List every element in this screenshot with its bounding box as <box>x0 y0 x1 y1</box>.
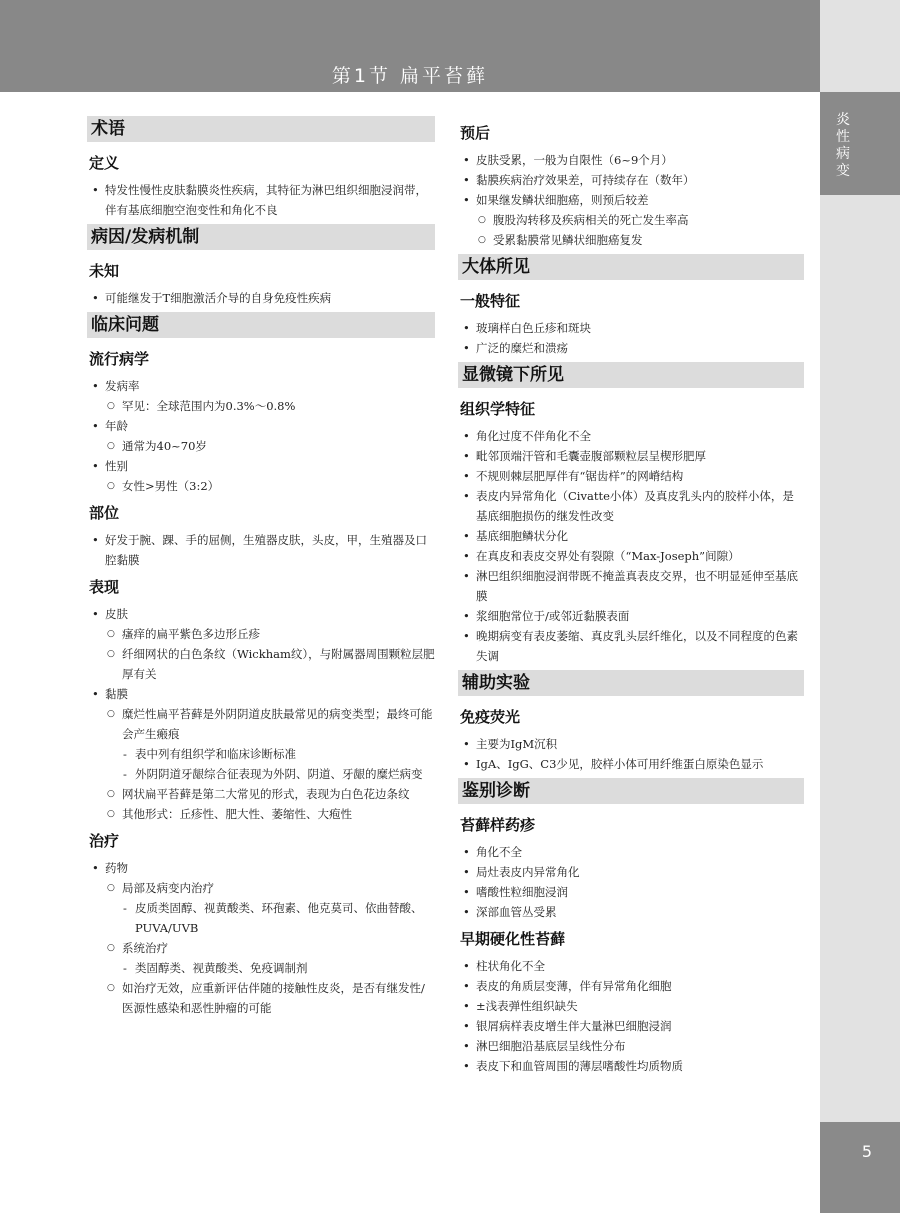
list-item: ○ 纤细网状的白色条纹（Wickham纹），与附属器周围颗粒层肥厚有关 <box>87 644 435 684</box>
bullet-list <box>458 150 804 250</box>
list-item: • 柱状角化不全 <box>458 956 804 976</box>
subsection-heading: 治疗 <box>89 832 120 850</box>
list-item: ○ 局部及病变内治疗 <box>87 878 435 898</box>
left-column <box>87 116 435 1022</box>
subsection-heading: 流行病学 <box>89 350 150 368</box>
list-item: • 毗邻顶端汗管和毛囊壶腹部颗粒层呈楔形肥厚 <box>458 446 804 466</box>
section-tab-label: 炎性病变 <box>836 112 850 179</box>
chapter-header <box>0 0 820 92</box>
list-item: • 浆细胞常位于/或邻近黏膜表面 <box>458 606 804 626</box>
list-item: - 类固醇类、视黄酸类、免疫调制剂 <box>87 958 435 978</box>
list-item: • 年龄 <box>87 416 435 436</box>
subsection-heading: 早期硬化性苔藓 <box>460 930 566 948</box>
list-item: • 表皮的角质层变薄，伴有异常角化细胞 <box>458 976 804 996</box>
section-title: 病因/发病机制 <box>87 224 435 250</box>
list-item: • 如果继发鳞状细胞癌，则预后较差 <box>458 190 804 210</box>
list-item: - 外阴阴道牙龈综合征表现为外阴、阴道、牙龈的糜烂病变 <box>87 764 435 784</box>
subsection-heading: 免疫荧光 <box>460 708 521 726</box>
list-item: ○ 腹股沟转移及疾病相关的死亡发生率高 <box>458 210 804 230</box>
list-item: • 银屑病样表皮增生伴大量淋巴细胞浸润 <box>458 1016 804 1036</box>
subsection-heading: 部位 <box>89 504 120 522</box>
list-item: • 主要为IgM沉积 <box>458 734 804 754</box>
list-item: ○ 糜烂性扁平苔藓是外阴阴道皮肤最常见的病变类型；最终可能会产生瘢痕 <box>87 704 435 744</box>
bullet-list <box>87 376 435 496</box>
list-item: • 性别 <box>87 456 435 476</box>
list-item: ○ 如治疗无效，应重新评估伴随的接触性皮炎，是否有继发性/医源性感染和恶性肿瘤的可能 <box>87 978 435 1018</box>
list-item: ○ 网状扁平苔藓是第二大常见的形式，表现为白色花边条纹 <box>87 784 435 804</box>
subsection-heading: 预后 <box>460 124 491 142</box>
list-item: ○ 罕见：全球范围内为0.3%～0.8% <box>87 396 435 416</box>
list-item: • 好发于腕、踝、手的屈侧，生殖器皮肤，头皮，甲，生殖器及口腔黏膜 <box>87 530 435 570</box>
section-tab <box>820 92 900 195</box>
section-title: 临床问题 <box>87 312 435 338</box>
bullet-list <box>458 842 804 922</box>
section-title: 辅助实验 <box>458 670 804 696</box>
list-item: ○ 受累黏膜常见鳞状细胞癌复发 <box>458 230 804 250</box>
list-item: • 皮肤受累，一般为自限性（6~9个月） <box>458 150 804 170</box>
list-item: • 黏膜 <box>87 684 435 704</box>
list-item: • 发病率 <box>87 376 435 396</box>
list-item: • IgA、IgG、C3少见，胶样小体可用纤维蛋白原染色显示 <box>458 754 804 774</box>
list-item: • ±浅表弹性组织缺失 <box>458 996 804 1016</box>
list-item: • 可能继发于T细胞激活介导的自身免疫性疾病 <box>87 288 435 308</box>
list-item: - 皮质类固醇、视黄酸类、环孢素、他克莫司、依曲替酸、PUVA/UVB <box>87 898 435 938</box>
list-item: • 特发性慢性皮肤黏膜炎性疾病，其特征为淋巴组织细胞浸润带，伴有基底细胞空泡变性和角化不良 <box>87 180 435 220</box>
list-item: ○ 其他形式：丘疹性、肥大性、萎缩性、大疱性 <box>87 804 435 824</box>
list-item: • 玻璃样白色丘疹和斑块 <box>458 318 804 338</box>
list-item: ○ 女性>男性（3:2） <box>87 476 435 496</box>
right-column <box>458 116 804 1080</box>
list-item: • 不规则棘层肥厚伴有“锯齿样”的网嵴结构 <box>458 466 804 486</box>
subsection-heading: 定义 <box>89 154 120 172</box>
list-item: • 黏膜疾病治疗效果差，可持续存在（数年） <box>458 170 804 190</box>
subsection-heading: 苔藓样药疹 <box>460 816 536 834</box>
subsection-heading: 一般特征 <box>460 292 521 310</box>
subsection-heading: 未知 <box>89 262 120 280</box>
list-item: • 皮肤 <box>87 604 435 624</box>
list-item: ○ 系统治疗 <box>87 938 435 958</box>
list-item: ○ 通常为40~70岁 <box>87 436 435 456</box>
bullet-list <box>458 318 804 358</box>
subsection-heading: 组织学特征 <box>460 400 536 418</box>
list-item: • 广泛的糜烂和溃疡 <box>458 338 804 358</box>
section-title: 大体所见 <box>458 254 804 280</box>
list-item: • 深部血管丛受累 <box>458 902 804 922</box>
list-item: • 嗜酸性粒细胞浸润 <box>458 882 804 902</box>
bullet-list <box>458 426 804 666</box>
list-item: • 局灶表皮内异常角化 <box>458 862 804 882</box>
subsection-heading: 表现 <box>89 578 120 596</box>
bullet-list <box>458 956 804 1076</box>
list-item: • 淋巴组织细胞浸润带既不掩盖真表皮交界，也不明显延伸至基底膜 <box>458 566 804 606</box>
list-item: ○ 瘙痒的扁平紫色多边形丘疹 <box>87 624 435 644</box>
section-title: 术语 <box>87 116 435 142</box>
page-number-tab <box>820 1122 900 1213</box>
list-item: • 角化过度不伴角化不全 <box>458 426 804 446</box>
list-item: • 表皮内异常角化（Civatte小体）及真皮乳头内的胶样小体，是基底细胞损伤的继发性改变 <box>458 486 804 526</box>
list-item: • 药物 <box>87 858 435 878</box>
chapter-title: 第1节 扁平苔藓 <box>331 65 489 87</box>
page-number: 5 <box>861 1142 872 1161</box>
list-item: • 角化不全 <box>458 842 804 862</box>
bullet-list <box>87 530 435 570</box>
bullet-list <box>87 604 435 824</box>
bullet-list <box>458 734 804 774</box>
list-item: • 晚期病变有表皮萎缩、真皮乳头层纤维化，以及不同程度的色素失调 <box>458 626 804 666</box>
list-item: • 基底细胞鳞状分化 <box>458 526 804 546</box>
bullet-list <box>87 288 435 308</box>
list-item: • 在真皮和表皮交界处有裂隙（“Max-Joseph”间隙） <box>458 546 804 566</box>
list-item: - 表中列有组织学和临床诊断标准 <box>87 744 435 764</box>
list-item: • 表皮下和血管周围的薄层嗜酸性均质物质 <box>458 1056 804 1076</box>
section-title: 鉴别诊断 <box>458 778 804 804</box>
bullet-list <box>87 858 435 1018</box>
section-title: 显微镜下所见 <box>458 362 804 388</box>
list-item: • 淋巴细胞沿基底层呈线性分布 <box>458 1036 804 1056</box>
bullet-list <box>87 180 435 220</box>
